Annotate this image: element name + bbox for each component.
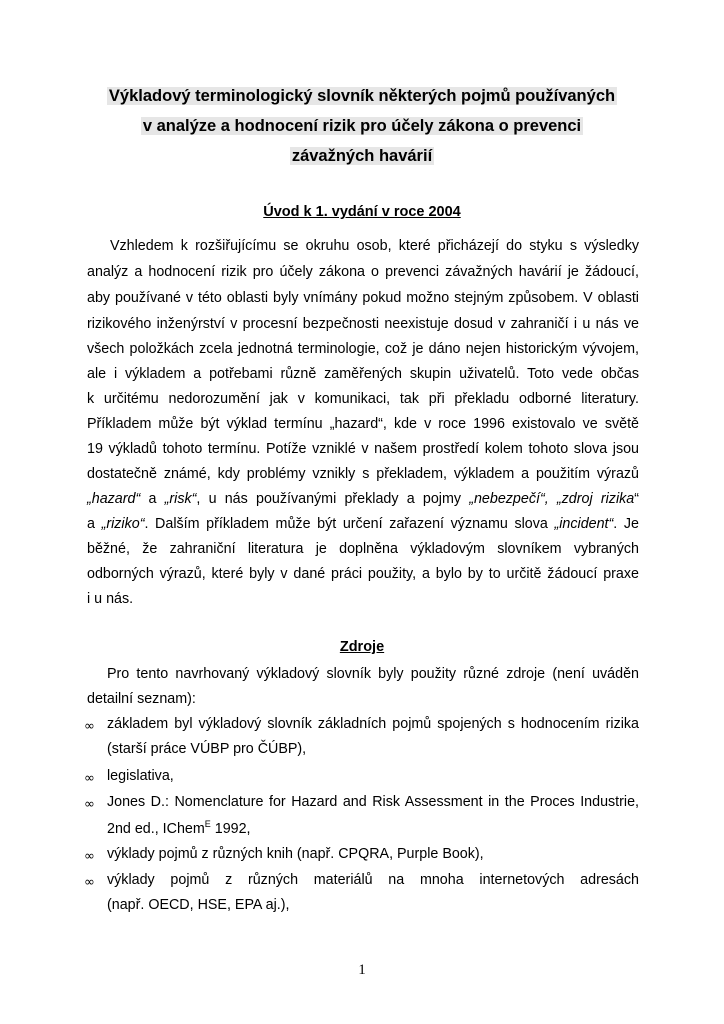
paragraph-line: analýz a hodnocení rizik pro účely zákona o prevenci závažných havárií je žádoucí,	[87, 264, 639, 280]
intro-heading: Úvod k 1. vydání v roce 2004	[263, 204, 461, 220]
title-text: v analýze a hodnocení rizik pro účely zákona o prevenci	[142, 117, 582, 135]
list-item-continuation: (např. OECD, HSE, EPA aj.),	[107, 897, 290, 913]
infinity-bullet-icon: ∞	[84, 797, 95, 812]
term-hazard: „hazard“	[87, 491, 141, 507]
text-span: a	[87, 516, 102, 532]
list-item: výklady pojmů z různých materiálů na mnoha internetových adresách	[107, 872, 639, 888]
paragraph-line	[87, 491, 639, 507]
text-span: 2nd ed., IChem	[107, 820, 205, 837]
list-item: legislativa,	[107, 768, 174, 784]
document-title-line-3	[0, 147, 724, 166]
title-text: Výkladový terminologický slovník některých pojmů používaných	[108, 87, 616, 105]
paragraph-line: rizikového inženýrství v procesní bezpečnosti neexistuje dosud v zahraničí i u nás ve	[87, 316, 639, 332]
text-span: a	[140, 491, 165, 507]
paragraph-line: detailní seznam):	[87, 691, 196, 707]
paragraph-line: běžné, že zahraniční literatura je doplněna výkladovým slovníkem vybraných	[87, 541, 639, 557]
text-span: 1992,	[210, 820, 251, 837]
term-incident: „incident“	[554, 516, 614, 532]
text-span: , u nás používanými překlady a pojmy	[196, 491, 470, 507]
infinity-bullet-icon: ∞	[84, 875, 95, 890]
list-item: Jones D.: Nomenclature for Hazard and Risk Assessment in the Proces Industrie,	[107, 794, 639, 810]
paragraph-line	[87, 516, 639, 532]
term-nebezpeci: „nebezpečí“, „zdroj rizika	[469, 491, 635, 507]
infinity-bullet-icon: ∞	[84, 849, 95, 864]
paragraph-line: odborných výrazů, které byly v dané práci použity, a bylo by to určitě žádoucí praxe	[87, 566, 639, 582]
infinity-bullet-icon: ∞	[84, 771, 95, 786]
page-number: 1	[358, 962, 366, 978]
title-text: závažných havárií	[291, 147, 433, 165]
sources-heading: Zdroje	[339, 639, 385, 655]
paragraph-line: i u nás.	[87, 591, 134, 607]
paragraph-line: Příkladem může být výklad termínu „hazard“, kde v roce 1996 existovalo ve světě	[87, 416, 639, 432]
list-item-continuation: (starší práce VÚBP pro ČÚBP),	[107, 741, 307, 757]
infinity-bullet-icon: ∞	[84, 719, 95, 734]
document-title-line-2	[0, 117, 724, 136]
list-item: výklady pojmů z různých knih (např. CPQRA, Purple Book),	[107, 846, 484, 862]
list-item-continuation	[107, 819, 251, 837]
text-span: “	[634, 491, 639, 507]
text-span: . Je	[613, 516, 639, 532]
paragraph-line: Pro tento navrhovaný výkladový slovník byly použity různé zdroje (není uváděn	[107, 666, 639, 682]
list-item: základem byl výkladový slovník základních pojmů spojených s hodnocením rizika	[107, 716, 639, 732]
term-risk: „risk“	[164, 491, 197, 507]
paragraph-line: ale i výkladem a potřebami různě zaměřených skupin uživatelů. Toto vede občas	[87, 366, 639, 382]
superscript: E	[204, 819, 211, 829]
document-title-line-1	[0, 87, 724, 106]
term-riziko: „riziko“	[101, 516, 145, 532]
text-span: . Dalším příkladem může být určení zařazení významu slova	[144, 516, 555, 532]
paragraph-line: dostatečně známé, kdy problémy vznikly s překladem, výkladem a použitím výrazů	[87, 466, 639, 482]
paragraph-line: Vzhledem k rozšiřujícímu se okruhu osob, které přicházejí do styku s výsledky	[110, 238, 639, 254]
paragraph-line: aby používané v této oblasti byly vnímány pokud možno stejným způsobem. V oblasti	[87, 290, 639, 306]
paragraph-line: k určitému nedorozumění jak v komunikaci, tak při překladu odborné literatury.	[87, 391, 639, 407]
paragraph-line: všech položkách zcela jednotná terminologie, což je dáno nejen historickým vývojem,	[87, 341, 639, 357]
paragraph-line: 19 výkladů tohoto termínu. Potíže vzniklé v našem prostředí kolem tohoto slova jsou	[87, 441, 639, 457]
